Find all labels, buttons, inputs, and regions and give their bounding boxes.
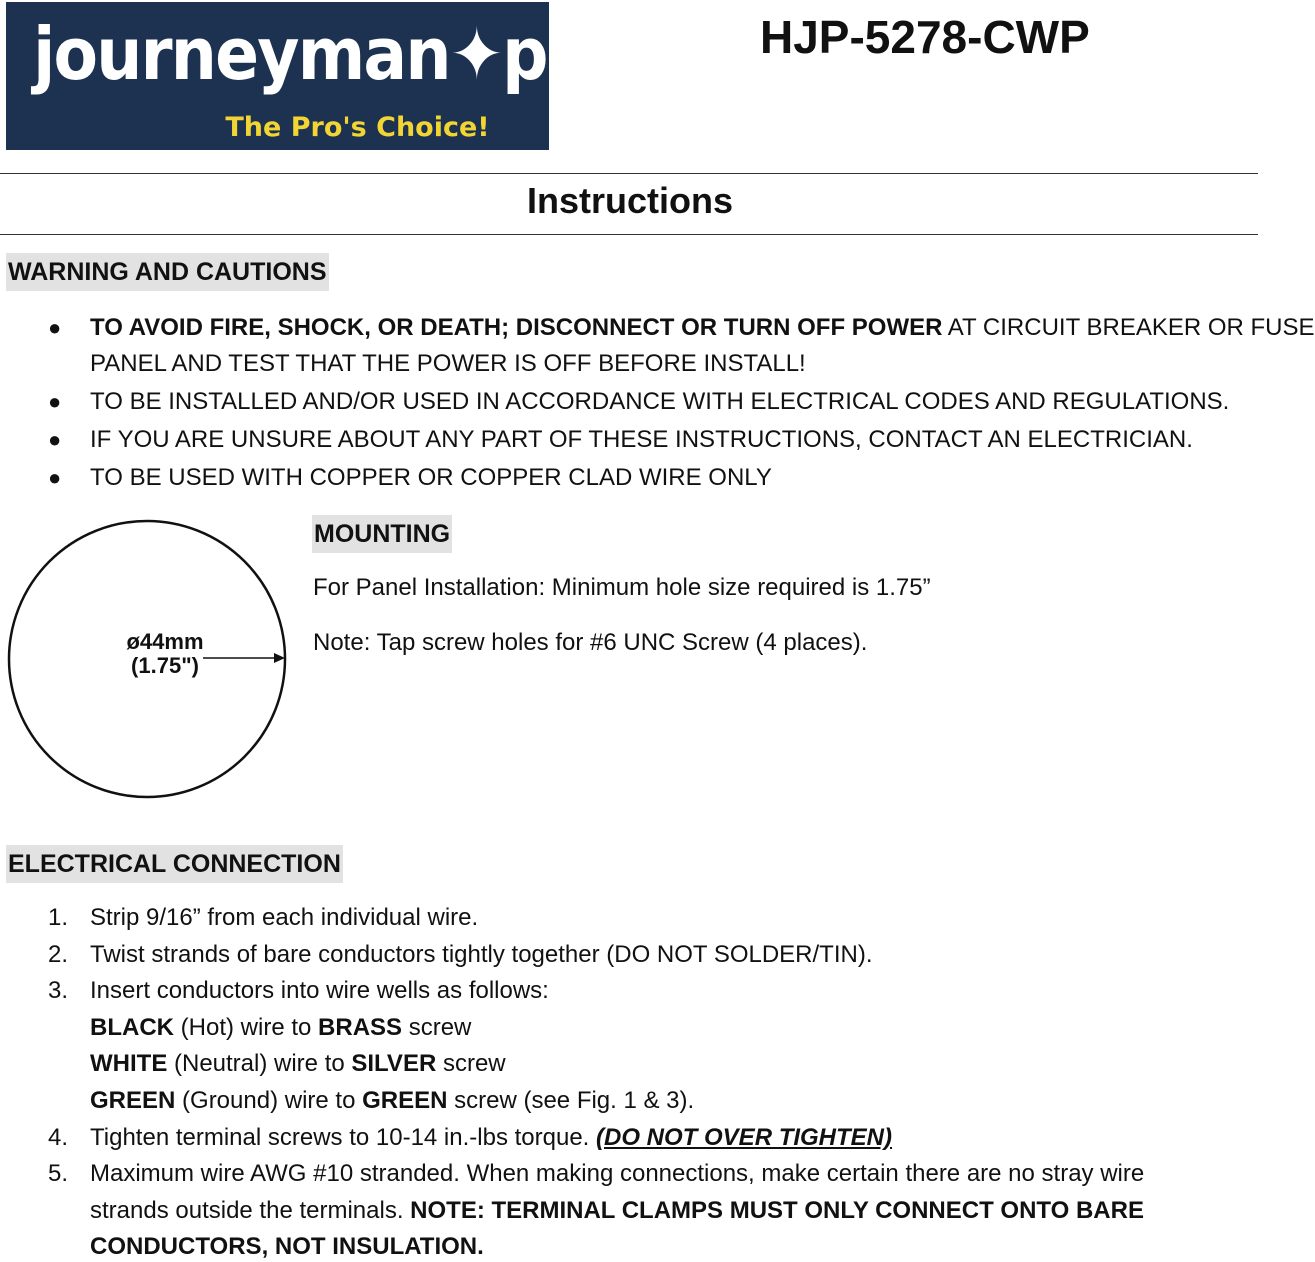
wire-row: GREEN (Ground) wire to GREEN screw (see Fig. 1 & 3). [90,1087,695,1114]
model-number: HJP-5278-CWP [760,11,1090,63]
bullet-icon: ● [48,315,62,340]
diameter-label [110,630,220,678]
arrow-head-icon [274,653,285,663]
warning-item: ● TO BE INSTALLED AND/OR USED IN ACCORDANCE WITH ELECTRICAL CODES AND REGULATIONS. [0,384,1260,424]
page-title: Instructions [526,180,733,221]
bullet-icon: ● [48,465,62,490]
list-item-continued: CONDUCTORS, NOT INSULATION. [90,1233,484,1260]
list-item: 2. Twist strands of bare conductors tightly together (DO NOT SOLDER/TIN). [48,941,873,968]
list-item: 1. Strip 9/16” from each individual wire. [48,904,479,931]
list-item: 5. Maximum wire AWG #10 stranded. When making connections, make certain there are no stray wire [48,1160,1145,1187]
list-item-continued: strands outside the terminals. NOTE: TERMINAL CLAMPS MUST ONLY CONNECT ONTO BARE [90,1197,1144,1224]
mounting-screw-note: Note: Tap screw holes for #6 UNC Screw (4 places). [313,629,868,656]
logo-brand-text: journeyman✦pro [33,12,620,96]
wire-row: BLACK (Hot) wire to BRASS screw [90,1014,472,1041]
warning-item: ● TO BE USED WITH COPPER OR COPPER CLAD WIRE ONLY [0,460,1260,500]
mounting-heading: MOUNTING [312,515,452,553]
bullet-icon: ● [48,427,62,452]
electrical-heading: ELECTRICAL CONNECTION [6,845,343,883]
warning-item: ● TO AVOID FIRE, SHOCK, OR DEATH; DISCONNECT OR TURN OFF POWER AT CIRCUIT BREAKER OR FUSE [0,310,1260,350]
diameter-mm: ø44mm [126,629,204,654]
title-divider [0,234,1258,235]
diameter-in: (1.75") [131,653,199,678]
mounting-hole-size: For Panel Installation: Minimum hole size required is 1.75” [313,574,931,601]
bullet-icon: ● [48,389,62,414]
brand-logo [6,2,620,150]
warning-item: ● IF YOU ARE UNSURE ABOUT ANY PART OF THESE INSTRUCTIONS, CONTACT AN ELECTRICIAN. [0,422,1260,462]
logo-tagline: The Pro's Choice! [225,112,490,143]
list-item: 3. Insert conductors into wire wells as follows: [48,977,549,1004]
over-tighten-warning: (DO NOT OVER TIGHTEN) [596,1124,893,1151]
top-divider [0,173,1258,174]
wire-row: WHITE (Neutral) wire to SILVER screw [90,1050,506,1077]
warning-heading: WARNING AND CAUTIONS [6,253,329,291]
list-item: 4. Tighten terminal screws to 10-14 in.-lbs torque. (DO NOT OVER TIGHTEN) [48,1124,893,1151]
warning-item-continued: PANEL AND TEST THAT THE POWER IS OFF BEFORE INSTALL! [90,350,806,377]
